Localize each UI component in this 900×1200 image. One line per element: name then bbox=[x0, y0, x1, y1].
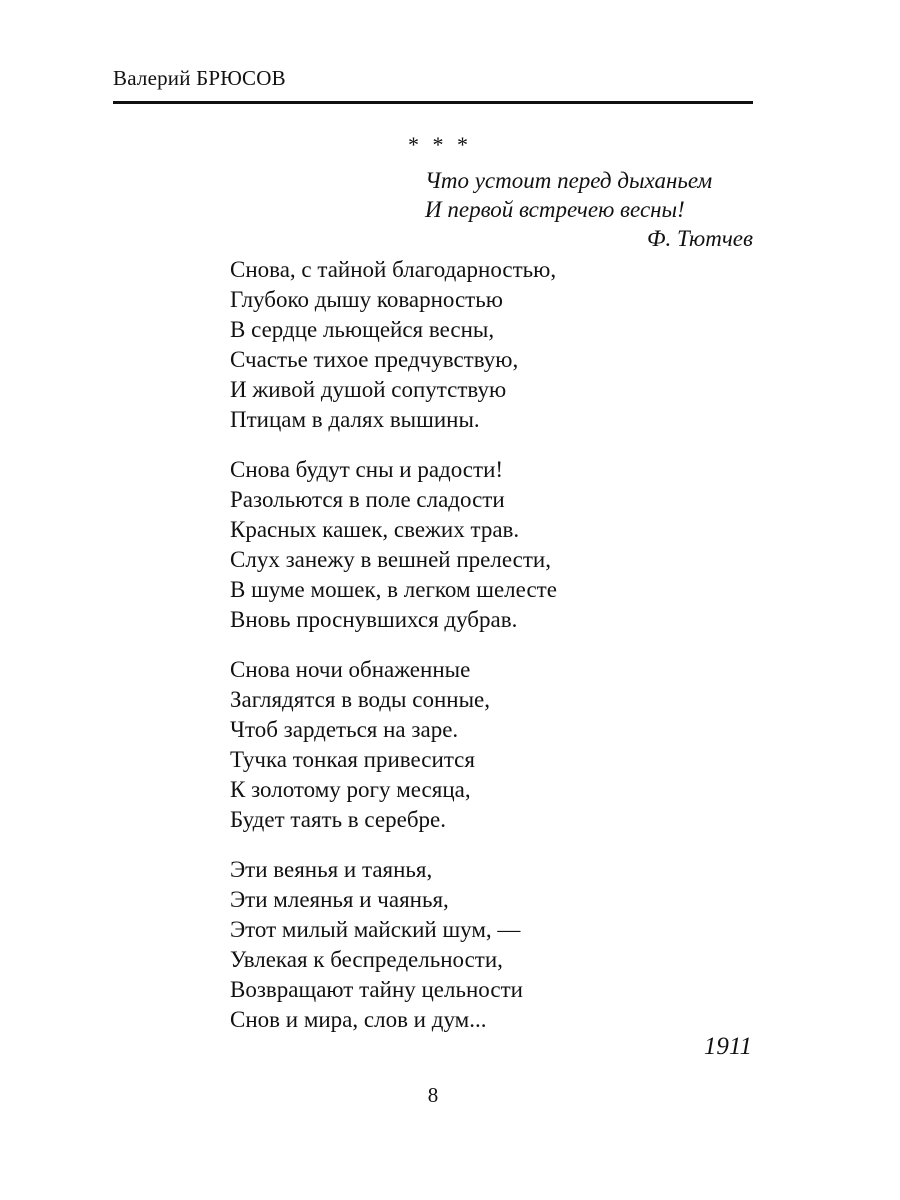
verse-line: Увлекая к беспредельности, bbox=[230, 947, 503, 972]
verse-line: Возвращают тайну цельности bbox=[230, 977, 523, 1002]
verse-line: Разольются в поле сладости bbox=[230, 487, 505, 512]
verse-line: Снова, с тайной благодарностью, bbox=[230, 257, 557, 282]
verse-line: Эти млеянья и чаянья, bbox=[230, 887, 449, 912]
stanza bbox=[230, 255, 557, 435]
epigraph-line: Что устоит перед дыханьем bbox=[425, 168, 713, 193]
verse-line: Эти веянья и таянья, bbox=[230, 857, 433, 882]
verse-line: Тучка тонкая привесится bbox=[230, 747, 475, 772]
verse-line: Снова будут сны и радости! bbox=[230, 457, 504, 482]
verse-line: К золотому рогу месяца, bbox=[230, 777, 471, 802]
verse-line: Снов и мира, слов и дум... bbox=[230, 1007, 487, 1032]
verse-line: Снова ночи обнаженные bbox=[230, 657, 471, 682]
page-number: 8 bbox=[427, 1083, 439, 1107]
epigraph-author: Ф. Тютчев bbox=[647, 226, 753, 251]
verse-line: Вновь проснувшихся дубрав. bbox=[230, 607, 518, 632]
verse-line: Счастье тихое предчувствую, bbox=[230, 347, 519, 372]
running-head: Валерий БРЮСОВ bbox=[113, 66, 286, 90]
stanza bbox=[230, 655, 557, 835]
verse-line: Заглядятся в воды сонные, bbox=[230, 687, 490, 712]
verse-line: В шуме мошек, в легком шелесте bbox=[230, 577, 557, 602]
verse-line: Чтоб зардеться на заре. bbox=[230, 717, 459, 742]
verse-line: Птицам в далях вышины. bbox=[230, 407, 480, 432]
epigraph-line: И первой встречею весны! bbox=[425, 197, 685, 222]
poem-body bbox=[230, 255, 557, 1055]
verse-line: Слух занежу в вешней прелести, bbox=[230, 547, 551, 572]
poem-year: 1911 bbox=[703, 1033, 752, 1060]
stanza bbox=[230, 855, 557, 1035]
verse-line: Этот милый майский шум, — bbox=[230, 917, 521, 942]
verse-line: Будет таять в серебре. bbox=[230, 807, 446, 832]
verse-line: И живой душой сопутствую bbox=[230, 377, 507, 402]
stanza bbox=[230, 455, 557, 635]
header-divider bbox=[113, 101, 753, 104]
epigraph bbox=[425, 166, 753, 253]
verse-line: Глубоко дышу коварностью bbox=[230, 287, 503, 312]
verse-line: В сердце льющейся весны, bbox=[230, 317, 495, 342]
poem-title-mark: * * * bbox=[408, 132, 472, 157]
verse-line: Красных кашек, свежих трав. bbox=[230, 517, 520, 542]
